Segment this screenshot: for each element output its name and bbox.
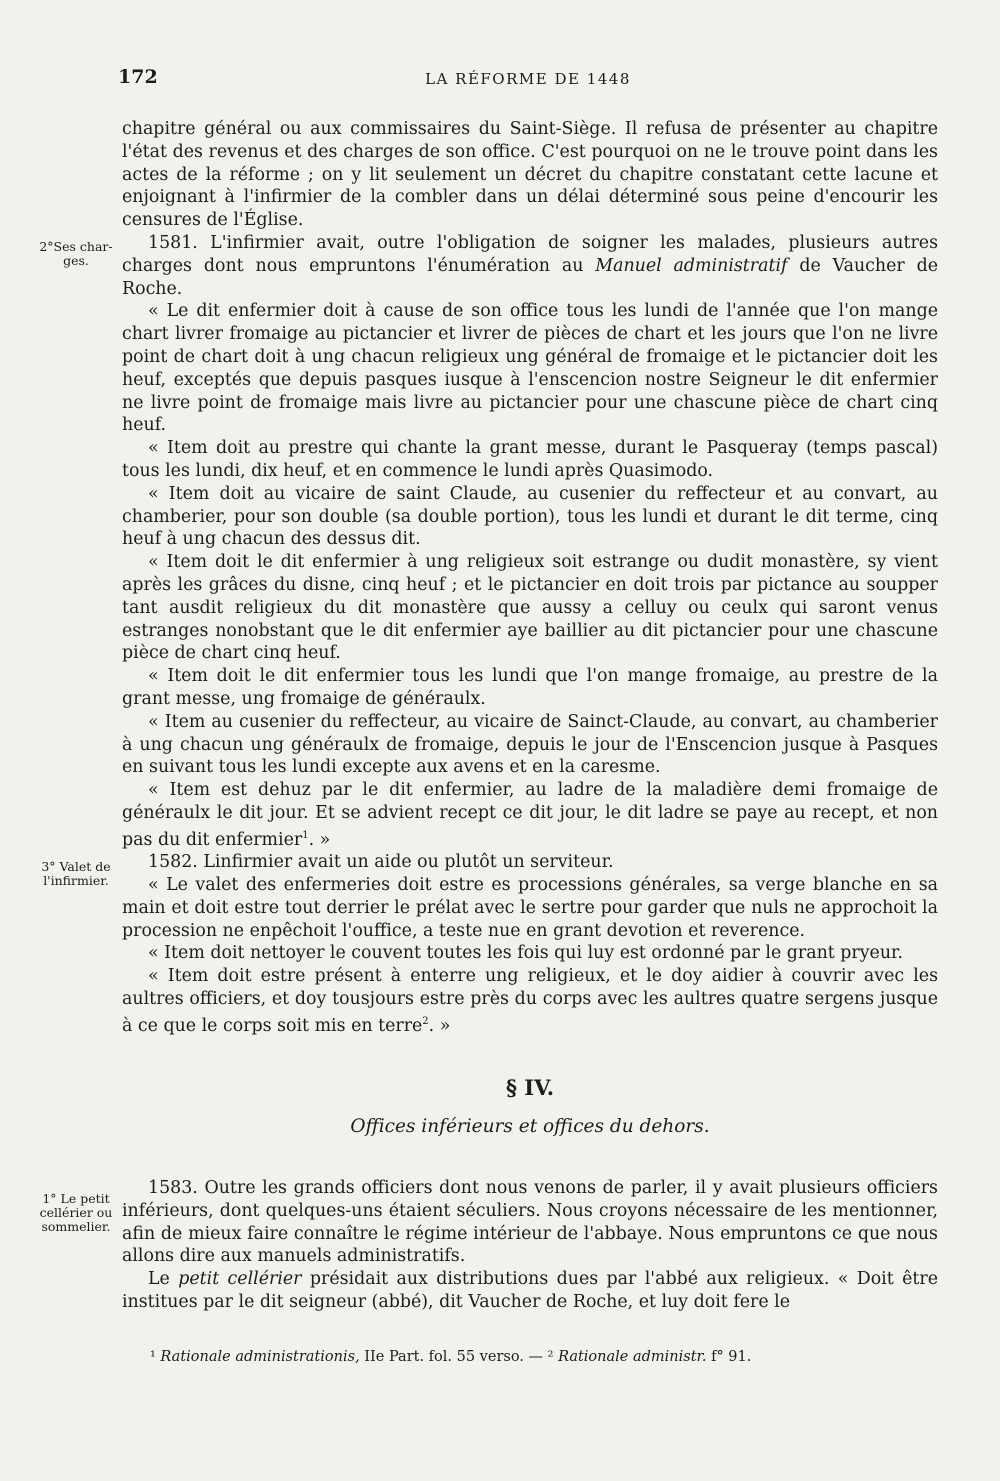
quote-paragraph: « Item doit le dit enfermier à ung religieux soit estrange ou dudit monastère, sy vient après les grâces du disne, cinq heuf ; et le pictancier en doit trois par pictance au soupper tant ausdit religieux du dit monastère que aussy a celluy ou ceulx qui saront venus estranges nonobstant que le dit enfermier aye baillier au dit pictancier pour une chascune pièce de chart cinq heuf.: [122, 552, 938, 664]
main-text: [122, 118, 938, 1314]
quote-paragraph: [122, 779, 938, 851]
quote-paragraph: « Item au cusenier du reffecteur, au vicaire de Sainct-Claude, au convart, au chamberier à ung chacun ung généraulx de fromaige, depuis le jour de l'Enscencion jusque à Pasques en suivant tous les lundi excepte aux avens et en la caresme.: [122, 711, 938, 778]
margin-note-valet: 3° Valet de l'infirmier.: [41, 859, 111, 888]
text-run: . »: [428, 1015, 451, 1036]
section-heading: § IV.: [505, 1075, 555, 1101]
text-run: . »: [308, 829, 331, 850]
margin-note-charges: 2°Ses char-ges.: [39, 239, 113, 268]
footnote-text: IIe Part. fol. 55 verso. — ²: [359, 1349, 559, 1365]
italic-title: Manuel administratif: [595, 255, 788, 276]
paragraph: [122, 1268, 938, 1314]
italic-term: petit cellérier: [178, 1269, 302, 1290]
footnote-source: Rationale administr.: [558, 1349, 707, 1365]
paragraph: chapitre général ou aux commissaires du Saint-Siège. Il refusa de présenter au chapitre l'état des revenus et des charges de son office. C'est pourquoi on ne le trouve point dans les actes de la réforme ; on y lit seulement un décret du chapitre constatant cette lacune et enjoignant à l'infirmier de la combler dans un délai déterminé sous peine d'encourir les censures de l'Église.: [122, 119, 938, 231]
text-run: Le: [148, 1269, 179, 1290]
text-run: 1581. L'infirmier avait, outre l'obligation de soigner les malades, plusieurs autres charges dont nous empruntons l'énumération au: [122, 232, 938, 276]
footnote-text: f° 91.: [706, 1349, 752, 1365]
text-run: présidait aux distributions dues par l'abbé aux religieux. « Doit être institues par le dit seigneur (abbé), dit Vaucher de Roche, et luy doit fere le: [122, 1269, 938, 1313]
text-run: « Item est dehuz par le dit enfermier, au ladre de la maladière demi fromaige de généraulx le dit jour. Et se advient recept ce dit jour, le dit ladre se paye au recept, et non pas du dit enfermier: [122, 780, 938, 850]
quote-paragraph: « Item doit nettoyer le couvent toutes les fois qui luy est ordonné par le grant pryeur.: [148, 943, 903, 964]
footnotes: [150, 1349, 751, 1365]
page-number: 172: [118, 66, 158, 88]
running-title: LA RÉFORME DE 1448: [425, 70, 631, 88]
section-subtitle: Offices inférieurs et offices du dehors.: [350, 1116, 710, 1138]
quote-paragraph: « Le valet des enfermeries doit estre es processions générales, sa verge blanche en sa main et doit estre tout derrier le prélat avec le sertre pour garder que nuls ne approchoit la procession ne enpêchoit l'ouffice, a teste nue en grant devotion et reverence.: [122, 875, 938, 941]
footnote-marker: ¹: [150, 1349, 161, 1365]
quote-paragraph: [122, 965, 938, 1037]
text-run: « Item doit estre présent à enterre ung religieux, et le doy aidier à couvrir avec les aultres officiers, et doy tousjours estre près du corps avec les aultres quatre sergens jusque à ce que le corps soit mis en terre: [122, 966, 938, 1036]
paragraph-1581: [122, 232, 938, 300]
paragraph-1582: 1582. Linfirmier avait un aide ou plutôt un serviteur.: [148, 852, 614, 873]
paragraph-1583: 1583. Outre les grands officiers dont nous venons de parler, il y avait plusieurs officiers inférieurs, dont quelques-uns étaient séculiers. Nous croyons nécessaire de les mentionner, afin de mieux faire connaître le régime intérieur de l'abbaye. Nous empruntons ce que nous allons dire aux manuels administratifs.: [122, 1178, 938, 1267]
text-run: de Vaucher de Roche.: [122, 255, 938, 299]
quote-paragraph: « Item doit le dit enfermier tous les lundi que l'on mange fromaige, au prestre de la grant messe, ung fromaige de généraulx.: [122, 666, 938, 709]
margin-note-cellerier: 1° Le petit cellérier ou sommelier.: [39, 1191, 113, 1234]
quote-paragraph: « Item doit au vicaire de saint Claude, au cusenier du reffecteur et au convart, au chamberier, pour son double (sa double portion), tous les lundi et durant le dit terme, cinq heuf à ung chacun des dessus dit.: [122, 483, 938, 550]
footnote-ref: 1: [302, 829, 309, 841]
footnote-ref: 2: [422, 1015, 429, 1027]
footnote-source: Rationale administrationis,: [160, 1349, 360, 1365]
quote-paragraph: « Item doit au prestre qui chante la grant messe, durant le Pasqueray (temps pascal) tous les lundi, dix heuf, et en commence le lundi après Quasimodo.: [122, 438, 938, 481]
quote-paragraph: « Le dit enfermier doit à cause de son office tous les lundi de l'année que l'on mange chart livrer fromaige au pictancier et livrer de pièces de chart et les jours que l'on ne livre point de chart doit à ung chacun religieux ung général de fromaige et le pictancier doit les heuf, exceptés que depuis pasques iusque à l'enscencion nostre Seigneur le dit enfermier ne livre point de fromaige mais livre au pictancier pour une chascune pièce de chart cinq heuf.: [122, 301, 938, 436]
page-header: [118, 66, 938, 96]
